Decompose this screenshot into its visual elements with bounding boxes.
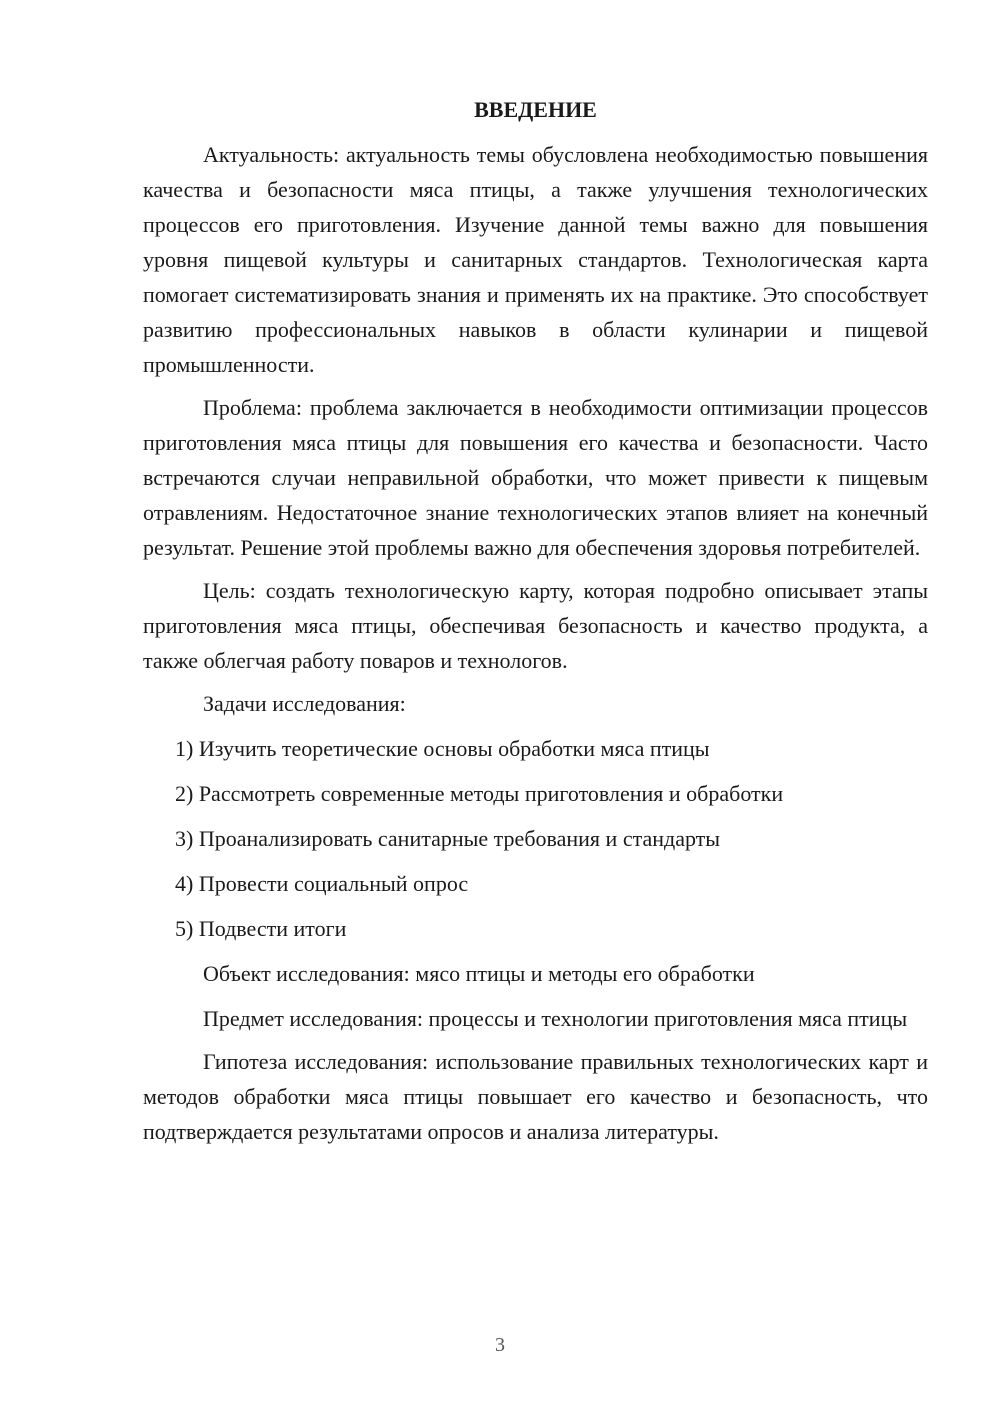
subject-paragraph: Предмет исследования: процессы и технологии приготовления мяса птицы xyxy=(203,1006,908,1031)
page-number: 3 xyxy=(495,1334,505,1356)
relevance-paragraph: Актуальность: актуальность темы обусловлена необходимостью повышения качества и безопасности мяса птицы, а также улучшения технологических процессов его приготовления. Изучение данной темы важно для повышения уровня пищевой культуры и санитарных стандартов. Технологическая карта помогает систематизировать знания и применять их на практике. Это способствует развитию профессиональных навыков в области кулинарии и пищевой промышленности. xyxy=(143,142,928,377)
problem-paragraph: Проблема: проблема заключается в необходимости оптимизации процессов приготовления мяса птицы для повышения его качества и безопасности. Часто встречаются случаи неправильной обработки, что может привести к пищевым отравлениям. Недостаточное знание технологических этапов влияет на конечный результат. Решение этой проблемы важно для обеспечения здоровья потребителей. xyxy=(143,395,928,560)
task-item: 4) Провести социальный опрос xyxy=(175,871,469,896)
tasks-heading: Задачи исследования: xyxy=(203,691,406,716)
task-item: 2) Рассмотреть современные методы приготовления и обработки xyxy=(175,781,784,806)
task-item: 1) Изучить теоретические основы обработки мяса птицы xyxy=(175,736,710,761)
section-title: ВВЕДЕНИЕ xyxy=(474,97,597,122)
hypothesis-paragraph: Гипотеза исследования: использование правильных технологических карт и методов обработки мяса птицы повышает его качество и безопасность, что подтверждается результатами опросов и анализа литературы. xyxy=(143,1049,928,1144)
object-paragraph: Объект исследования: мясо птицы и методы его обработки xyxy=(203,961,755,986)
document-page xyxy=(143,95,928,1157)
task-item: 3) Проанализировать санитарные требования и стандарты xyxy=(175,826,721,851)
task-item: 5) Подвести итоги xyxy=(175,916,347,941)
goal-paragraph: Цель: создать технологическую карту, которая подробно описывает этапы приготовления мяса птицы, обеспечивая безопасность и качество продукта, а также облегчая работу поваров и технологов. xyxy=(143,578,928,673)
